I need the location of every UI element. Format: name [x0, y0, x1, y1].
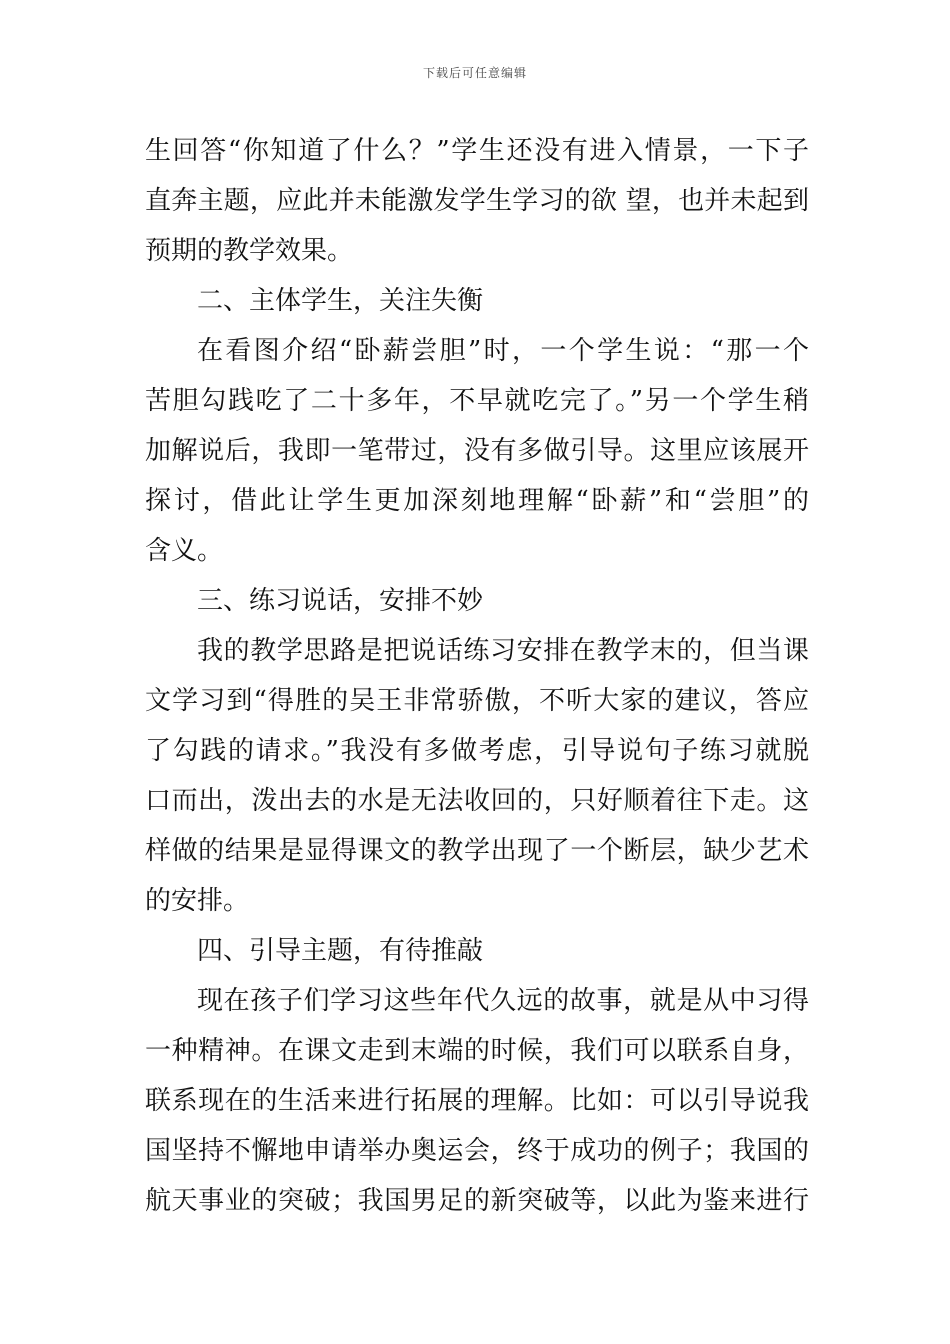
text-line: 文学习到“得胜的吴王非常骄傲，不听大家的建议，答应 — [145, 686, 809, 716]
text-line: 探讨，借此让学生更加深刻地理解“卧薪”和“尝胆”的 — [145, 486, 809, 516]
section-heading: 四、引导主题，有待推敲 — [197, 936, 484, 966]
text-line: 生回答“你知道了什么？”学生还没有进入情景，一下子 — [145, 136, 809, 166]
section-heading: 三、练习说话，安排不妙 — [197, 586, 484, 616]
text-line: 现在孩子们学习这些年代久远的故事，就是从中习得 — [197, 986, 809, 1016]
text-line: 口而出，泼出去的水是无法收回的，只好顺着往下走。这 — [145, 786, 809, 816]
paragraph — [145, 126, 809, 276]
text-line: 一种精神。在课文走到末端的时候，我们可以联系自身， — [145, 1036, 809, 1066]
text-line: 航天事业的突破；我国男足的新突破等，以此为鉴来进行 — [145, 1186, 809, 1216]
text-line: 预期的教学效果。 — [145, 236, 354, 266]
paragraph — [145, 976, 809, 1226]
text-line: 在看图介绍“卧薪尝胆”时，一个学生说：“那一个 — [197, 336, 809, 366]
text-line: 我的教学思路是把说话练习安排在教学末的，但当课 — [197, 636, 809, 666]
text-line: 含义。 — [145, 536, 224, 566]
paragraph — [145, 626, 809, 926]
text-line: 直奔主题，应此并未能激发学生学习的欲 望，也并未起到 — [145, 186, 809, 216]
text-line: 的安排。 — [145, 886, 250, 916]
text-line: 加解说后，我即一笔带过，没有多做引导。这里应该展开 — [145, 436, 809, 466]
paragraph — [145, 326, 809, 576]
text-line: 国坚持不懈地申请举办奥运会，终于成功的例子；我国的 — [145, 1136, 809, 1166]
text-line: 了勾践的请求。”我没有多做考虑，引导说句子练习就脱 — [145, 736, 809, 766]
section-heading: 二、主体学生，关注失衡 — [197, 286, 484, 316]
document-body — [145, 126, 809, 1226]
page-header: 下载后可任意编辑 — [422, 66, 527, 80]
text-line: 联系现在的生活来进行拓展的理解。比如：可以引导说我 — [145, 1086, 809, 1116]
text-line: 样做的结果是显得课文的教学出现了一个断层，缺少艺术 — [145, 836, 809, 866]
text-line: 苦胆勾践吃了二十多年，不早就吃完了。”另一个学生稍 — [145, 386, 809, 416]
